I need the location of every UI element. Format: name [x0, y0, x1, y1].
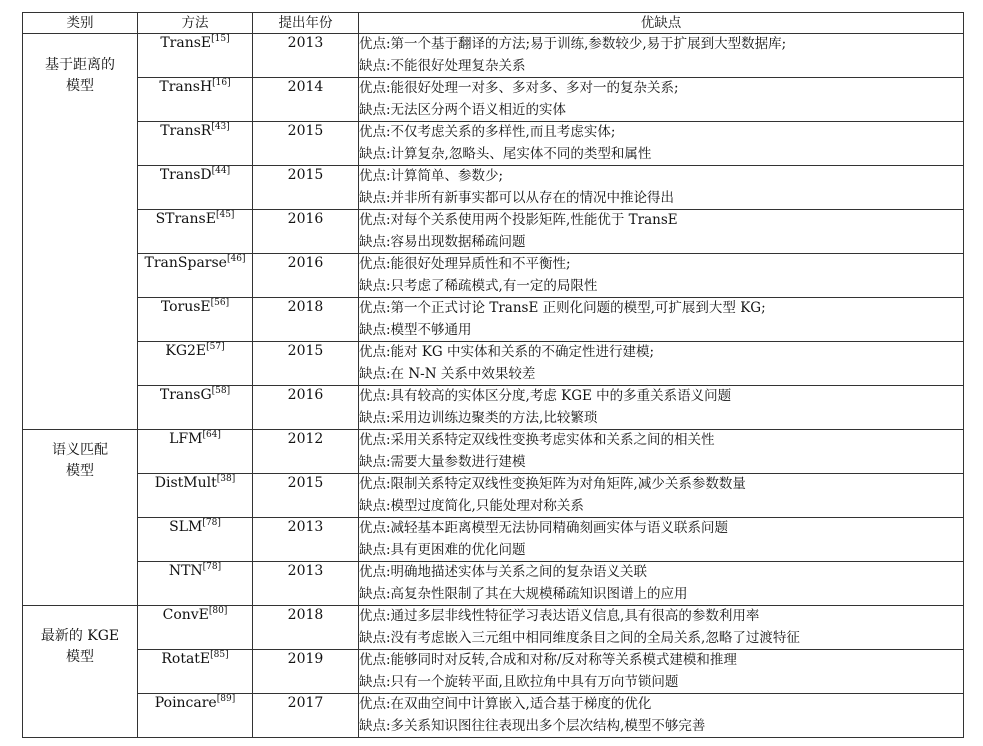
year-cell: 2015	[253, 342, 359, 386]
table-row	[23, 650, 964, 694]
method-cell	[138, 34, 253, 78]
pros-cons-cell	[359, 298, 964, 342]
category-label-line: 模型	[66, 463, 94, 479]
table-header	[23, 13, 964, 34]
method-cell	[138, 474, 253, 518]
pros-text: 优点:在双曲空间中计算嵌入,适合基于梯度的优化	[359, 696, 652, 712]
method-name: TransG	[159, 387, 212, 403]
method-cell	[138, 166, 253, 210]
method-name: TransR	[160, 123, 212, 139]
year-cell: 2015	[253, 474, 359, 518]
table-row	[23, 562, 964, 606]
method-reference: [78]	[202, 562, 222, 572]
year-cell: 2016	[253, 254, 359, 298]
cons-text: 缺点:具有更困难的优化问题	[359, 541, 526, 558]
method-cell	[138, 298, 253, 342]
method-reference: [78]	[202, 518, 221, 528]
table-row	[23, 210, 964, 254]
method-name: TorusE	[160, 299, 211, 315]
method-name: Poincare	[154, 695, 217, 711]
category-label	[23, 55, 137, 97]
kge-comparison-table	[22, 12, 964, 738]
table-row	[23, 166, 964, 210]
method-name: STransE	[155, 211, 216, 227]
category-label-line: 最新的 KGE	[40, 628, 120, 644]
pros-cons-cell	[359, 386, 964, 430]
method-reference: [58]	[211, 386, 231, 396]
year-cell: 2013	[253, 562, 359, 606]
category-label-line: 语义匹配	[52, 442, 108, 458]
cons-text: 缺点:容易出现数据稀疏问题	[359, 233, 526, 250]
method-cell	[138, 694, 253, 738]
table-row	[23, 78, 964, 122]
pros-text: 优点:限制关系特定双线性变换矩阵为对角矩阵,减少关系参数数量	[359, 476, 746, 492]
cons-text: 缺点:模型过度简化,只能处理对称关系	[359, 497, 584, 514]
method-name: TransH	[159, 79, 213, 95]
table-body	[23, 34, 964, 738]
cons-text: 缺点:没有考虑嵌入三元组中相同维度条目之间的全局关系,忽略了过渡特征	[359, 629, 800, 646]
table-row	[23, 298, 964, 342]
cons-text: 缺点:只考虑了稀疏模式,有一定的局限性	[359, 277, 598, 294]
year-cell: 2013	[253, 34, 359, 78]
method-cell	[138, 254, 253, 298]
method-name: RotatE	[161, 651, 211, 667]
method-name: KG2E	[165, 343, 207, 359]
year-cell: 2016	[253, 386, 359, 430]
method-reference: [44]	[211, 166, 231, 176]
method-cell	[138, 78, 253, 122]
year-cell: 2013	[253, 518, 359, 562]
pros-cons-cell	[359, 562, 964, 606]
pros-cons-cell	[359, 122, 964, 166]
method-name: TranSparse	[144, 255, 227, 271]
pros-cons-cell	[359, 518, 964, 562]
method-name: DistMult	[154, 475, 217, 491]
cons-text: 缺点:高复杂性限制了其在大规模稀疏知识图谱上的应用	[359, 585, 688, 602]
category-label-line: 基于距离的	[45, 57, 115, 73]
year-cell: 2014	[253, 78, 359, 122]
table-row	[23, 518, 964, 562]
method-cell	[138, 518, 253, 562]
year-cell: 2016	[253, 210, 359, 254]
pros-cons-cell	[359, 254, 964, 298]
table-row	[23, 122, 964, 166]
table-row	[23, 386, 964, 430]
pros-text: 优点:对每个关系使用两个投影矩阵,性能优于 TransE	[359, 212, 678, 228]
method-cell	[138, 386, 253, 430]
year-cell: 2015	[253, 122, 359, 166]
method-cell	[138, 342, 253, 386]
method-reference: [85]	[210, 650, 229, 660]
method-reference: [46]	[226, 254, 246, 264]
category-label-line: 模型	[66, 78, 94, 94]
cons-text: 缺点:只有一个旋转平面,且欧拉角中具有万向节锁问题	[359, 673, 679, 690]
pros-text: 优点:能很好处理一对多、多对多、多对一的复杂关系;	[359, 80, 679, 96]
year-cell: 2017	[253, 694, 359, 738]
category-label-line: 模型	[66, 649, 94, 665]
method-reference: [64]	[202, 430, 221, 440]
category-label	[23, 440, 137, 482]
category-cell	[23, 430, 138, 606]
pros-cons-cell	[359, 430, 964, 474]
pros-cons-cell	[359, 34, 964, 78]
table-row	[23, 430, 964, 474]
year-cell: 2019	[253, 650, 359, 694]
table-row	[23, 474, 964, 518]
cons-text: 缺点:在 N-N 关系中效果较差	[359, 365, 536, 382]
pros-cons-cell	[359, 166, 964, 210]
pros-text: 优点:通过多层非线性特征学习表达语义信息,具有很高的参数利用率	[359, 608, 760, 624]
pros-text: 优点:不仅考虑关系的多样性,而且考虑实体;	[359, 124, 616, 140]
header-row	[23, 13, 964, 34]
method-cell	[138, 650, 253, 694]
pros-text: 优点:能对 KG 中实体和关系的不确定性进行建模;	[359, 344, 655, 360]
cons-text: 缺点:不能很好处理复杂关系	[359, 57, 526, 74]
method-cell	[138, 562, 253, 606]
category-cell	[23, 34, 138, 430]
method-cell	[138, 606, 253, 650]
table-row	[23, 34, 964, 78]
table-row	[23, 694, 964, 738]
method-name: LFM	[169, 431, 203, 447]
pros-text: 优点:第一个正式讨论 TransE 正则化问题的模型,可扩展到大型 KG;	[359, 300, 766, 316]
method-reference: [80]	[208, 606, 228, 616]
pros-cons-cell	[359, 650, 964, 694]
pros-text: 优点:减轻基本距离模型无法协同精确刻画实体与语义联系问题	[359, 520, 729, 536]
method-name: ConvE	[162, 607, 209, 623]
year-cell: 2015	[253, 166, 359, 210]
cons-text: 缺点:并非所有新事实都可以从存在的情况中推论得出	[359, 189, 675, 206]
pros-text: 优点:能够同时对反转,合成和对称/反对称等关系模式建模和推理	[359, 652, 737, 668]
header-year: 提出年份	[253, 13, 359, 34]
pros-text: 优点:采用关系特定双线性变换考虑实体和关系之间的相关性	[359, 432, 715, 448]
year-cell: 2018	[253, 298, 359, 342]
pros-cons-cell	[359, 210, 964, 254]
cons-text: 缺点:模型不够通用	[359, 321, 472, 338]
category-label	[23, 626, 137, 668]
method-reference: [38]	[216, 474, 236, 484]
method-name: NTN	[168, 563, 203, 579]
method-name: TransD	[159, 167, 212, 183]
pros-cons-cell	[359, 694, 964, 738]
pros-cons-cell	[359, 78, 964, 122]
cons-text: 缺点:需要大量参数进行建模	[359, 453, 526, 470]
category-cell	[23, 606, 138, 738]
method-name: TransE	[160, 35, 212, 51]
method-name: SLM	[169, 519, 203, 535]
method-reference: [45]	[215, 210, 235, 220]
cons-text: 缺点:多关系知识图往往表现出多个层次结构,模型不够完善	[359, 717, 706, 734]
pros-cons-cell	[359, 342, 964, 386]
method-cell	[138, 210, 253, 254]
pros-cons-cell	[359, 474, 964, 518]
pros-text: 优点:计算简单、参数少;	[359, 168, 504, 184]
cons-text: 缺点:计算复杂,忽略头、尾实体不同的类型和属性	[359, 145, 652, 162]
method-cell	[138, 122, 253, 166]
pros-text: 优点:能很好处理异质性和不平衡性;	[359, 256, 571, 272]
cons-text: 缺点:无法区分两个语义相近的实体	[359, 101, 567, 118]
method-reference: [89]	[216, 694, 236, 704]
cons-text: 缺点:采用边训练边聚类的方法,比较繁琐	[359, 409, 598, 426]
method-reference: [16]	[212, 78, 231, 88]
pros-text: 优点:明确地描述实体与关系之间的复杂语义关联	[359, 564, 648, 580]
table-row	[23, 606, 964, 650]
header-method: 方法	[138, 13, 253, 34]
method-reference: [43]	[211, 122, 230, 132]
header-category: 类别	[23, 13, 138, 34]
table-row	[23, 254, 964, 298]
pros-text: 优点:具有较高的实体区分度,考虑 KGE 中的多重关系语义问题	[359, 388, 732, 404]
table-row	[23, 342, 964, 386]
year-cell: 2018	[253, 606, 359, 650]
year-cell: 2012	[253, 430, 359, 474]
method-cell	[138, 430, 253, 474]
method-reference: [56]	[210, 298, 230, 308]
method-reference: [57]	[206, 342, 225, 352]
header-pros-cons: 优缺点	[359, 13, 964, 34]
pros-cons-cell	[359, 606, 964, 650]
method-reference: [15]	[211, 34, 230, 44]
pros-text: 优点:第一个基于翻译的方法;易于训练,参数较少,易于扩展到大型数据库;	[359, 36, 787, 52]
